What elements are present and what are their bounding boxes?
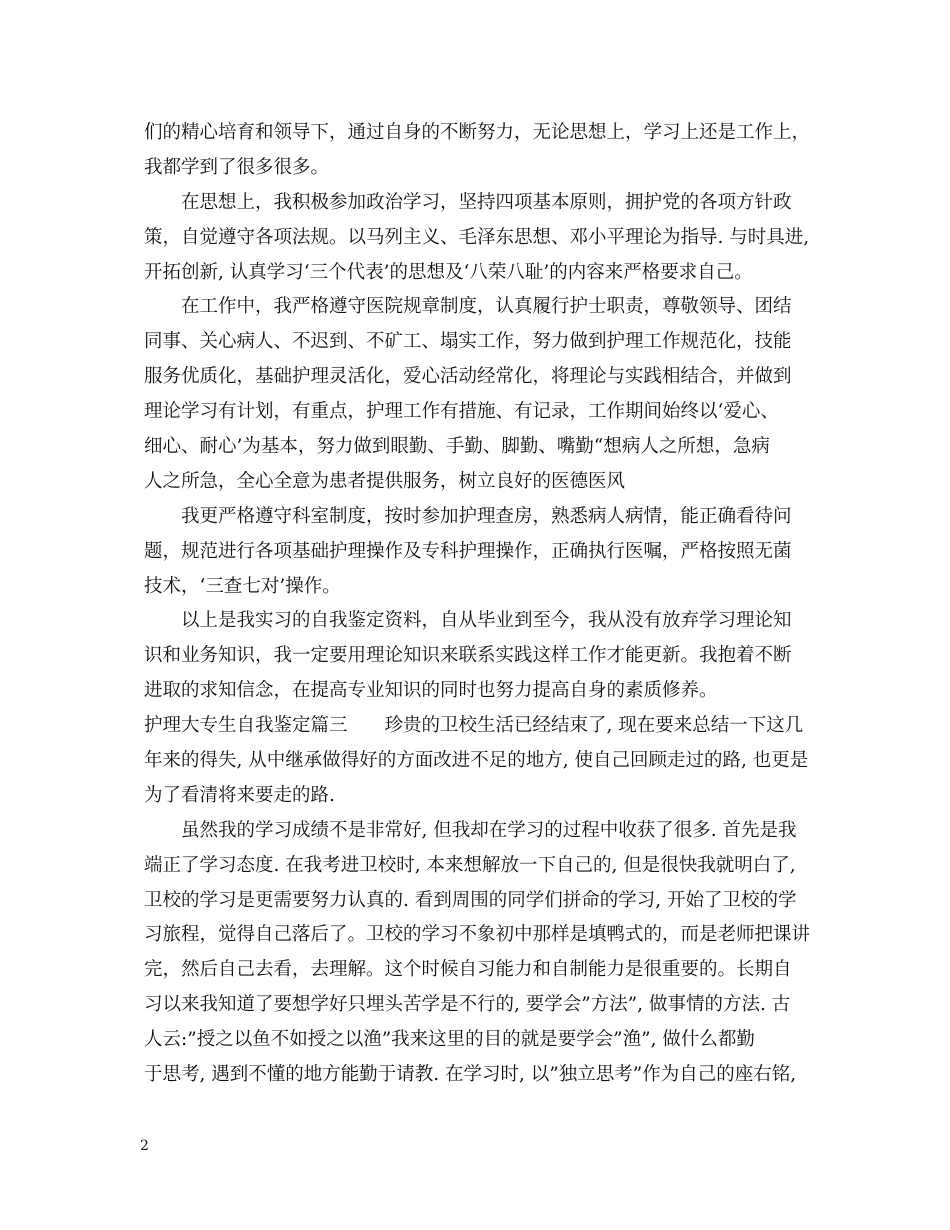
text-line: 技术，‘三查七对’操作。 bbox=[144, 575, 341, 597]
text-line: 为了看清将来要走的路. bbox=[144, 784, 335, 806]
text-line: 护理大专生自我鉴定篇三 珍贵的卫校生活已经结束了, 现在要来总结一下这几 bbox=[144, 715, 804, 737]
text-line: 在思想上，我积极参加政治学习，坚持四项基本原则，拥护党的各项方针政 bbox=[181, 191, 792, 213]
text-line: 开拓创新, 认真学习‘三个代表’的思想及‘八荣八耻’的内容来严格要求自己。 bbox=[144, 261, 753, 283]
text-line: 们的精心培育和领导下，通过自身的不断努力，无论思想上，学习上还是工作上， bbox=[144, 122, 811, 143]
page-number: 2 bbox=[140, 1138, 149, 1154]
text-line: 人之所急，全心全意为患者提供服务，树立良好的医德医风 bbox=[144, 470, 626, 492]
text-line: 服务优质化，基础护理灵活化，爱心活动经常化，将理论与实践相结合，并做到 bbox=[144, 366, 792, 388]
text-line: 同事、关心病人、不迟到、不矿工、塌实工作，努力做到护理工作规范化，技能 bbox=[144, 331, 792, 353]
text-line: 年来的得失, 从中继承做得好的方面改进不足的地方, 使自己回顾走过的路, 也更是 bbox=[144, 750, 809, 772]
text-line: 理论学习有计划，有重点，护理工作有措施、有记录，工作期间始终以‘爱心、 bbox=[144, 401, 779, 423]
text-line: 习以来我知道了要想学好只埋头苦学是不行的, 要学会”方法”, 做事情的方法. 古 bbox=[144, 994, 791, 1016]
text-line: 人云:”授之以鱼不如授之以渔”我来这里的目的就是要学会”渔”, 做什么都勤 bbox=[144, 1029, 755, 1051]
text-line: 卫校的学习是更需要努力认真的. 看到周围的同学们拼命的学习, 开始了卫校的学 bbox=[144, 889, 797, 911]
text-line: 我都学到了很多很多。 bbox=[144, 156, 330, 178]
text-line: 策，自觉遵守各项法规。以马列主义、毛泽东思想、邓小平理论为指导. 与时具进, bbox=[144, 226, 810, 248]
text-line: 习旅程，觉得自己落后了。卫校的学习不象初中那样是填鸭式的，而是老师把课讲 bbox=[144, 924, 811, 946]
text-line: 我更严格遵守科室制度，按时参加护理查房，熟悉病人病情，能正确看待问 bbox=[181, 505, 792, 527]
text-line: 以上是我实习的自我鉴定资料，自从毕业到至今，我从没有放弃学习理论知 bbox=[181, 610, 792, 632]
text-line: 完，然后自己去看，去理解。这个时候自习能力和自制能力是很重要的。长期自 bbox=[144, 959, 792, 981]
text-line: 于思考, 遇到不懂的地方能勤于请教. 在学习时, 以”独立思考”作为自己的座右铭, bbox=[144, 1064, 797, 1086]
text-line: 题，规范进行各项基础护理操作及专科护理操作，正确执行医嘱，严格按照无菌 bbox=[144, 540, 792, 562]
text-line: 端正了学习态度. 在我考进卫校时, 本来想解放一下自己的, 但是很快我就明白了, bbox=[144, 854, 796, 876]
text-line: 在工作中，我严格遵守医院规章制度，认真履行护士职责，尊敬领导、团结 bbox=[181, 296, 792, 318]
text-line: 虽然我的学习成绩不是非常好, 但我却在学习的过程中收获了很多. 首先是我 bbox=[181, 819, 797, 841]
text-line: 细心、耐心’为基本，努力做到眼勤、手勤、脚勤、嘴勤“想病人之所想，急病 bbox=[144, 436, 770, 458]
text-line: 识和业务知识，我一定要用理论知识来联系实践这样工作才能更新。我抱着不断 bbox=[144, 645, 792, 667]
body-text bbox=[144, 116, 819, 1093]
text-line: 进取的求知信念，在提高专业知识的同时也努力提高自身的素质修养。 bbox=[144, 680, 718, 702]
